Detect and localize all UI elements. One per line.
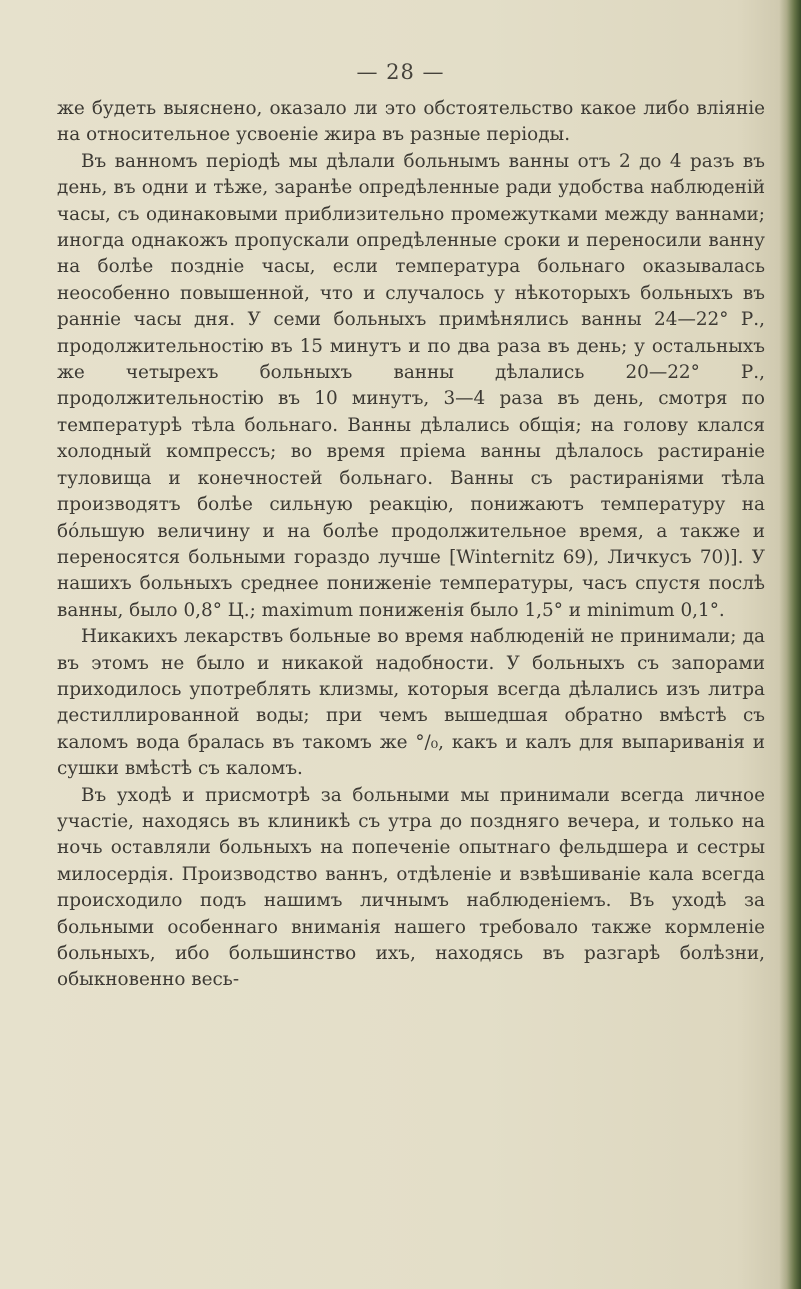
paragraph-3: Никакихъ лекарствъ больные во время наблюденій не принимали; да въ этомъ не было и никакой надобности. У больныхъ съ запорами приходилось употреблять клизмы, которыя всегда дѣлались изъ литра дестиллированной воды; при чемъ вышедшая обратно вмѣстѣ съ каломъ вода бралась въ такомъ же °/₀, какъ и калъ для выпариванія и сушки вмѣстѣ съ каломъ.: [57, 626, 765, 780]
paragraph-1: же будеть выяснено, оказало ли это обстоятельство какое либо вліяніе на относительное усвоеніе жира въ разные періоды.: [57, 98, 765, 146]
paragraph-4: Въ уходѣ и присмотрѣ за больными мы принимали всегда личное участіе, находясь въ клиникѣ съ утра до поздняго вечера, и только на ночь оставляли больныхъ на попеченіе опытнаго фельдшера и сестры милосердія. Производство ваннъ, отдѣленіе и взвѣшиваніе кала всегда происходило подъ нашимъ личнымъ наблюденіемъ. Въ уходѣ за больными особеннаго вниманія нашего требовало также кормленіе больныхъ, ибо большинство ихъ, находясь въ разгарѣ болѣзни, обыкновенно весь-: [57, 784, 765, 991]
page-number: — 28 —: [356, 60, 445, 84]
body-text: [57, 96, 765, 994]
paragraph-2: Въ ванномъ періодѣ мы дѣлали больнымъ ванны отъ 2 до 4 разъ въ день, въ одни и тѣже, заранѣе опредѣленные ради удобства наблюденій часы, съ одинаковыми приблизительно промежутками между ваннами; иногда однакожъ пропускали опредѣленные сроки и переносили ванну на болѣе поздніе часы, если температура больнаго оказывалась неособенно повышенной, что и случалось у нѣкоторыхъ больныхъ въ ранніе часы дня. У семи больныхъ примѣнялись ванны 24—22° Р., продолжительностію въ 15 минутъ и по два раза въ день; у остальныхъ же четырехъ больныхъ ванны дѣлались 20—22° Р., продолжительностію въ 10 минутъ, 3—4 раза въ день, смотря по температурѣ тѣла больнаго. Ванны дѣлались общія; на голову клался холодный компрессъ; во время пріема ванны дѣлалось растираніе туловища и конечностей больнаго. Ванны съ растираніями тѣла производятъ болѣе сильную реакцію, понижаютъ температуру на бóльшую величину и на болѣе продолжительное время, а также и переносятся больными гораздо лучше [Winternitz 69), Личкусъ 70)]. У нашихъ больныхъ среднее пониженіе температуры, часъ спустя послѣ ванны, было 0,8° Ц.; maximum пониженія было 1,5° и minimum 0,1°.: [57, 150, 765, 621]
page-edge-shadow: [779, 0, 801, 1289]
